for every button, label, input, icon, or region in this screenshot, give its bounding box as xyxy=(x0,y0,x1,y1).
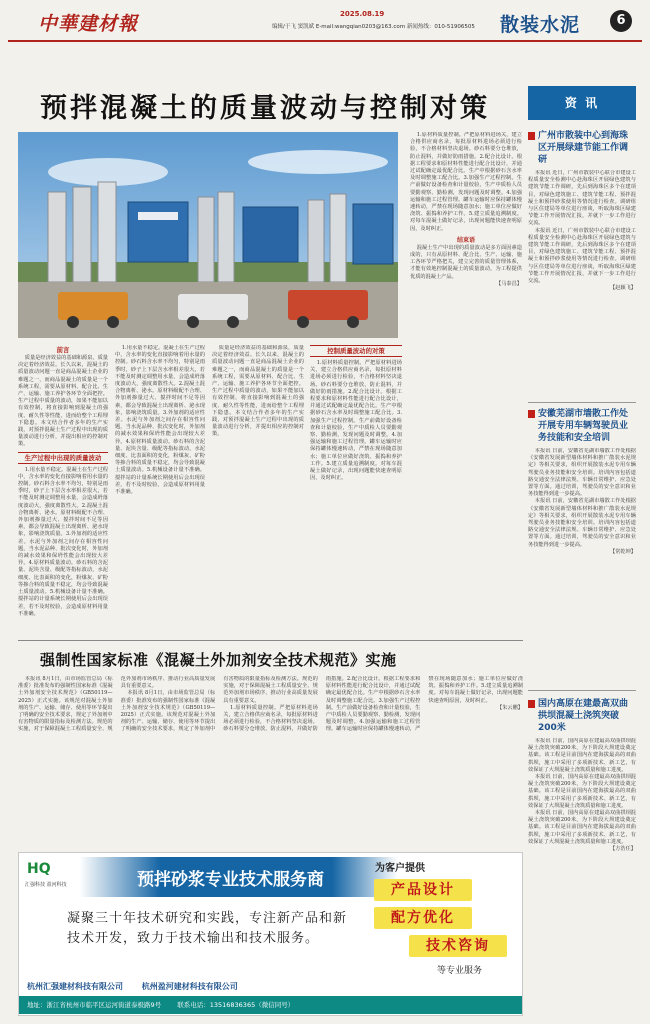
plant-illustration xyxy=(18,132,398,338)
news-2-marker xyxy=(528,410,535,418)
news-3 xyxy=(528,698,636,1018)
news-3-text-3: 本报讯 日前，国内高原在建最高双曲拱坝混凝土浇筑突破200米，为下阶段大坝建设奠定基础。该工程是目前国内在建海拔最高的双曲拱坝，施工中采用了多项新技术、新工艺，有效保证了大坝混凝土浇筑质量和施工进度。 xyxy=(528,810,636,845)
newspaper-logo: 中華建材報 xyxy=(38,13,139,35)
news-1-text: 本报讯 近日，广州市散装中心联合市建设工程质量安全检测中心赴海珠区开展绿色建筑与建筑节能工作调研，先后到海珠区多个在建项目，对绿色建筑施工、建筑节能工程、预拌混凝土和预拌砂浆使用等情况进行检查。调研组与区住建局等单位进行座谈，听取海珠区绿建节能工作开展情况汇报，并就下一步工作进行交流。 xyxy=(528,170,636,227)
ad-company-1: 杭州汇强建材科技有限公司 xyxy=(27,982,123,991)
second-article-body xyxy=(18,676,523,846)
ad-companies xyxy=(27,981,238,992)
ad-service-2-text: 配方优化 xyxy=(391,910,455,926)
ad-address: 地址：浙江省杭州市临平区运河街道泰极路9号 xyxy=(27,1001,162,1009)
ad-service-1 xyxy=(374,879,472,901)
sidebar-header xyxy=(528,86,636,120)
intro-head: 前言 xyxy=(56,346,70,354)
ad-block xyxy=(18,852,523,1016)
ad-banner-title: 预拌砂浆专业技术服务商 xyxy=(137,870,324,890)
ad-contact-bar xyxy=(19,996,523,1014)
news-1-marker xyxy=(528,132,535,140)
news-2-text: 本报讯 日前，安徽省芜湖市墙散工作处根据《安徽省发展新型墙体材料和推广散装水泥规定》等相关要求，组织开展散装水泥专用车辆驾驶员业务技能和安全培训。培训内容包括道路交通安全法律法规、车辆日常维护、应急处置等方面。通过培训，驾驶员的安全意识和业务技能得到进一步提高。 xyxy=(528,448,636,498)
ad-provides-label: 为客户提供 xyxy=(375,863,425,874)
right-col-text-1: 1.原材料质量控制。严把原材料进场关，建立合格供应商名录，每批原材料进场必须进行检验，不合格材料坚决退场。砂石料要分仓堆放，防止混料，并做好防雨措施。2.配合比设计。根据工程要求和原材料性能进行配合比设计，并通过试配确定最优配合比。生产中根据砂石含水率及时调整施工配合比。3.加强生产过程控制。生产前做好设备检查和计量校验，生产中质检人员要勤观察、勤检测，发现问题及时调整。4.加强运输和施工过程管理。罐车运输时应保持罐体慢速转动，严禁在现场随意加水；施工单位应做好浇筑、振捣和养护工作。5.建立质量追溯制度。对每车混凝土做好记录，出现问题能快速查明原因，及时纠正。 xyxy=(410,132,522,232)
ad-logo-mark: HQ xyxy=(27,861,51,877)
page-number-text: 6 xyxy=(616,13,626,28)
ad-service-3-text: 技术咨询 xyxy=(426,938,490,954)
main-article-col-4 xyxy=(310,345,402,635)
news-3-marker xyxy=(528,700,535,708)
news-1-text-2: 本报讯 近日，广州市散装中心联合市建设工程质量安全检测中心赴海珠区开展绿色建筑与建筑节能工作调研，先后到海珠区多个在建项目，对绿色建筑施工、建筑节能工程、预拌混凝土和预拌砂浆使用等情况进行检查。调研组与区住建局等单位进行座谈，听取海珠区绿建节能工作开展情况汇报，并就下一步工作进行交流。 xyxy=(528,227,636,285)
news-2-author: 【常乾坤】 xyxy=(610,548,636,555)
ad-logo-company: 汇强科技 盈河科技 xyxy=(25,882,67,888)
sidebar-divider-2 xyxy=(528,690,636,691)
article-divider xyxy=(18,640,523,641)
section2-body: 1.原材料质量控制。严把原材料进场关，建立合格供应商名录，每批原材料进场必须进行检验，不合格材料坚决退场。砂石料要分仓堆放，防止混料，并做好防雨措施。2.配合比设计。根据工程要求和原材料性能进行配合比设计，并通过试配确定最优配合比。生产中根据砂石含水率及时调整施工配合比。3.加强生产过程控制。生产前做好设备检查和计量校验，生产中质检人员要勤观察、勤检测，发现问题及时调整。4.加强运输和施工过程管理。罐车运输时应保持罐体慢速转动，严禁在现场随意加水；施工单位应做好浇筑、振捣和养护工作。5.建立质量追溯制度。对每车混凝土做好记录，出现问题能快速查明原因，及时纠正。 xyxy=(310,360,402,482)
main-article-right-column xyxy=(410,132,522,632)
news-2-text-2: 本报讯 日前，安徽省芜湖市墙散工作处根据《安徽省发展新型墙体材料和推广散装水泥规定》等相关要求，组织开展散装水泥专用车辆驾驶员业务技能和安全培训。培训内容包括道路交通安全法律法规、车辆日常维护、应急处置等方面。通过培训，驾驶员的安全意识和业务技能得到进一步提高。 xyxy=(528,498,636,548)
main-article-col-3 xyxy=(212,345,304,635)
news-2-body xyxy=(528,448,636,688)
masthead xyxy=(0,0,650,48)
news-1 xyxy=(528,130,636,402)
page-number xyxy=(610,10,632,32)
news-3-title: 国内高原在建最高双曲拱坝混凝土浇筑突破200米 xyxy=(538,699,629,733)
sidebar xyxy=(528,86,636,1018)
masthead-rule xyxy=(8,40,642,42)
news-2 xyxy=(528,408,636,688)
news-1-author: 【赵颖飞】 xyxy=(610,285,636,292)
news-3-author: 【方浩任】 xyxy=(610,846,636,853)
ad-service-3 xyxy=(409,935,507,957)
second-article-text: 本报讯 8月1日，由市场监管总局（标准委）批准发布的强制性国家标准《混凝土外加剂安全技术规范》（GB50119—2025）正式实施。该规范对混凝土外加剂的生产、运输、储存、使用等环节提出了明确的安全技术要求，规定了外加剂中有害物质的限量指标及检测方法。规范的实施，对于保障混凝土工程质量安全、规范外加剂市场秩序、推动行业高质量发展具有重要意义。 xyxy=(18,676,216,733)
issue-date: 2025.08.19 xyxy=(340,10,385,18)
main-article-title: 预拌混凝土的质量波动与控制对策 xyxy=(40,93,490,124)
news-2-title: 安徽芜湖市墙散工作处开展专用车辆驾驶员业务技能和安全培训 xyxy=(538,409,629,443)
col2-body: 1.用水量不稳定。混凝土在生产过程中，含水率的变化直接影响着用水量的控制。砂石料含水率不均匀，特别是雨季时，砂子上下层含水率相差很大，若不能及时测定调整用水量，会造成坍落度波动大，强度离散性大。2.混凝土混合物离析、泌水。原材料级配不合理、外加剂掺量过大、搅拌时间不足等因素，都会导致混凝土出现离析、泌水现象，影响浇筑质量。3.外加剂的适应性差。水泥与外加剂之间存在相容性问题，当水泥品种、批次变化时，外加剂的减水效果和保坍性能会出现较大差异。4.原材料质量波动。砂石料的含泥量、泥块含量、级配等指标波动，水泥细度、比表面积的变化，粉煤灰、矿粉等掺合料的质量不稳定，均会导致混凝土质量波动。5.机械设备计量不准确。搅拌站的计量系统长期使用后会出现误差，若不及时校验，会造成原材料用量不准确。 xyxy=(115,345,205,496)
ad-service-2 xyxy=(374,907,472,929)
section-name: 散装水泥 xyxy=(500,14,581,36)
second-article-text-3: 1.原材料质量控制。严把原材料进场关，建立合格供应商名录，每批原材料进场必须进行检验，不合格材料坚决退场。砂石料要分仓堆放，防止混料，并做好防雨措施。2.配合比设计。根据工程要求和原材料性能进行配合比设计，并通过试配确定最优配合比。生产中根据砂石含水率及时调整施工配合比。3.加强生产过程控制。生产前做好设备检查和计量校验，生产中质检人员要勤观察、勤检测，发现问题及时调整。4.加强运输和施工过程管理。罐车运输时应保持罐体慢速转动，严禁在现场随意加水；施工单位应做好浇筑、振捣和养护工作。5.建立质量追溯制度。对每车混凝土做好记录，出现问题能快速查明原因，及时纠正。 xyxy=(223,676,523,733)
main-article-col-2 xyxy=(115,345,205,635)
ad-slogan: 凝聚三十年技术研究和实践，专注新产品和新技术开发，致力于技术输出和技术服务。 xyxy=(67,911,348,946)
ad-etc-service: 等专业服务 xyxy=(437,966,483,976)
news-3-text: 本报讯 日前，国内高原在建最高双曲拱坝混凝土浇筑突破200米，为下阶段大坝建设奠定基础。该工程是目前国内在建海拔最高的双曲拱坝，施工中采用了多项新技术、新工艺，有效保证了大坝混凝土浇筑质量和施工进度。 xyxy=(528,738,636,773)
second-article-text-2: 本报讯 8月1日，由市场监管总局（标准委）批准发布的强制性国家标准《混凝土外加剂安全技术规范》（GB50119—2025）正式实施。该规范对混凝土外加剂的生产、运输、储存、使用等环节提出了明确的安全技术要求，规定了外加剂中有害物质的限量指标及检测方法。规范的实施，对于保障混凝土工程质量安全、规范外加剂市场秩序、推动行业高质量发展具有重要意义。 xyxy=(120,676,318,733)
concrete-plant-photo xyxy=(18,132,398,338)
section2-head: 控制质量波动的对策 xyxy=(310,345,402,357)
sidebar-divider-1 xyxy=(528,402,636,403)
section1-body: 1.用水量不稳定。混凝土在生产过程中，含水率的变化直接影响着用水量的控制。砂石料含水率不均匀，特别是雨季时，砂子上下层含水率相差很大，若不能及时测定调整用水量，会造成坍落度波动大，强度离散性大。2.混凝土混合物离析、泌水。原材料级配不合理、外加剂掺量过大、搅拌时间不足等因素，都会导致混凝土出现离析、泌水现象，影响浇筑质量。3.外加剂的适应性差。水泥与外加剂之间存在相容性问题，当水泥品种、批次变化时，外加剂的减水效果和保坍性能会出现较大差异。4.原材料质量波动。砂石料的含泥量、泥块含量、级配等指标波动，水泥细度、比表面积的变化，粉煤灰、矿粉等掺合料的质量不稳定，均会导致混凝土质量波动。5.机械设备计量不准确。搅拌站的计量系统长期使用后会出现误差，若不及时校验，会造成原材料用量不准确。 xyxy=(18,466,108,617)
news-1-body xyxy=(528,170,636,402)
editor-line: 编辑/于飞 窦凯斌 E-mail:wangqian0203@163.com 新闻热线：010-51906505 xyxy=(272,24,475,30)
second-article-title: 强制性国家标准《混凝土外加剂安全技术规范》实施 xyxy=(40,651,397,669)
closing-head: 结束语 xyxy=(456,236,475,244)
section1-head: 生产过程中出现的质量波动 xyxy=(18,452,108,464)
main-article-author: 【马泰昌】 xyxy=(496,280,522,287)
closing-body: 混凝土生产中出现的质量波动是多方面因素造成的，只有从原材料、配合比、生产、运输、施工各环节严格把关，建立完善的质量管理体系，才能有效地控制混凝土的质量波动，为工程提供优质的混凝土产品。 xyxy=(410,244,522,280)
main-article-col-1 xyxy=(18,345,108,635)
sidebar-header-text: 资 讯 xyxy=(564,96,600,110)
news-1-title: 广州市散装中心到海珠区开展绿建节能工作调研 xyxy=(538,131,629,165)
ad-service-1-text: 产品设计 xyxy=(391,882,455,898)
second-article-author: 【朱云鹏】 xyxy=(497,704,523,711)
intro-body: 质量是经济效益的基础和源泉，质量决定着经济效益。长久以来，混凝土的质量波动问题一直是商品混凝土企业的难题之一，而商品混凝土的质量是一个系统工程，需要从原材料、配合比、生产、运输、施工养护各环节全面把控。生产过程中质量的波动，如果不能加以有效控制，将直接影响到混凝土的强度、耐久性等性能，进而给整个工程埋下隐患。本文结合作者多年的生产实践，对预拌混凝土生产过程中出现的质量波动进行分析，并提出相应的控制对策。 xyxy=(18,355,108,448)
ad-phone: 联系电话：13516836365（微信同号） xyxy=(177,1001,295,1009)
news-3-body xyxy=(528,738,636,1018)
news-3-text-2: 本报讯 日前，国内高原在建最高双曲拱坝混凝土浇筑突破200米，为下阶段大坝建设奠定基础。该工程是目前国内在建海拔最高的双曲拱坝，施工中采用了多项新技术、新工艺，有效保证了大坝混凝土浇筑质量和施工进度。 xyxy=(528,774,636,809)
ad-company-2: 杭州盈河建材科技有限公司 xyxy=(141,982,238,991)
col3-body: 质量是经济效益的基础和源泉，质量决定着经济效益。长久以来，混凝土的质量波动问题一直是商品混凝土企业的难题之一，而商品混凝土的质量是一个系统工程，需要从原材料、配合比、生产、运输、施工养护各环节全面把控。生产过程中质量的波动，如果不能加以有效控制，将直接影响到混凝土的强度、耐久性等性能，进而给整个工程埋下隐患。本文结合作者多年的生产实践，对预拌混凝土生产过程中出现的质量波动进行分析，并提出相应的控制对策。 xyxy=(212,345,304,438)
